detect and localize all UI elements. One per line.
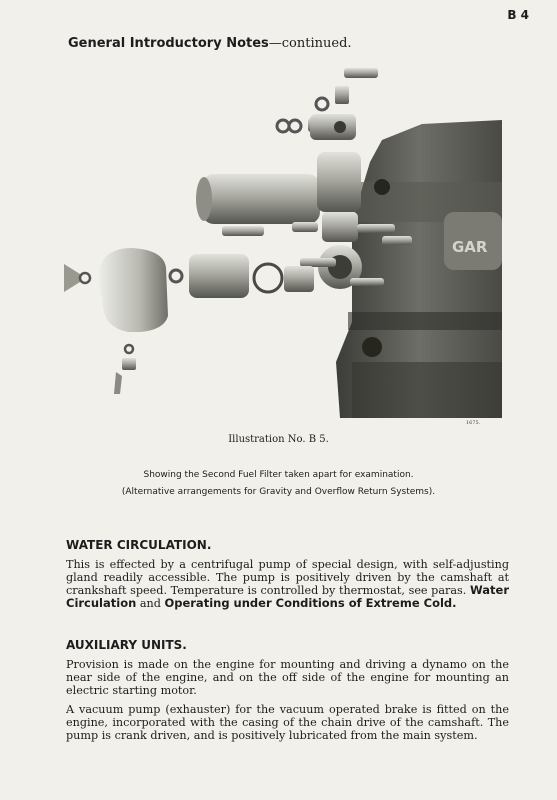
sediment-bowl — [64, 248, 168, 394]
water-circulation-ref-1: Water Circulation — [66, 583, 509, 610]
caption-line-2: (Alternative arrangements for Gravity and Overflow Return Systems). — [121, 487, 436, 497]
illustration-title: Illustration No. B 5. — [228, 434, 329, 445]
page-number: B 4 — [507, 8, 529, 22]
auxiliary-units-para-2: A vacuum pump (exhauster) for the vacuum operated brake is fitted on the engine, incorporated with the casing of the chain drive of the camshaft. The pump is crank driven, and is positively lubricated from the main system. — [66, 703, 509, 742]
water-circulation-ref-2: Operating under Conditions of Extreme Cold. — [164, 596, 457, 610]
fuel-filter-illustration — [52, 62, 502, 434]
water-circulation-body: This is effected by a centrifugal pump of special design, with self-adjusting gland readily accessible. The pump is positively driven by the camshaft at crankshaft speed. Temperature is controlled by thermostat, see paras. — [66, 558, 509, 597]
plate-number: 1675. — [466, 420, 481, 426]
water-circulation-text — [66, 558, 509, 610]
illustration-caption — [0, 467, 557, 501]
water-circulation-heading: WATER CIRCULATION. — [66, 538, 212, 552]
auxiliary-units-heading: AUXILIARY UNITS. — [66, 638, 187, 652]
caption-line-1: Showing the Second Fuel Filter taken apart for examination. — [143, 470, 414, 480]
filter-element-parts — [170, 254, 314, 298]
engine-badge-text: GAR — [452, 238, 488, 256]
top-union-parts — [277, 68, 378, 140]
water-circulation-section — [66, 538, 509, 616]
auxiliary-units-para-1: Provision is made on the engine for mounting and driving a dynamo on the near side of the engine, and on the off side of the engine for mounting an electric starting motor. — [66, 658, 509, 697]
auxiliary-units-section — [66, 638, 509, 748]
page-header — [68, 36, 352, 51]
header-suffix: —continued. — [268, 36, 352, 51]
water-circulation-and: and — [136, 597, 165, 610]
header-title: General Introductory Notes — [68, 36, 269, 51]
